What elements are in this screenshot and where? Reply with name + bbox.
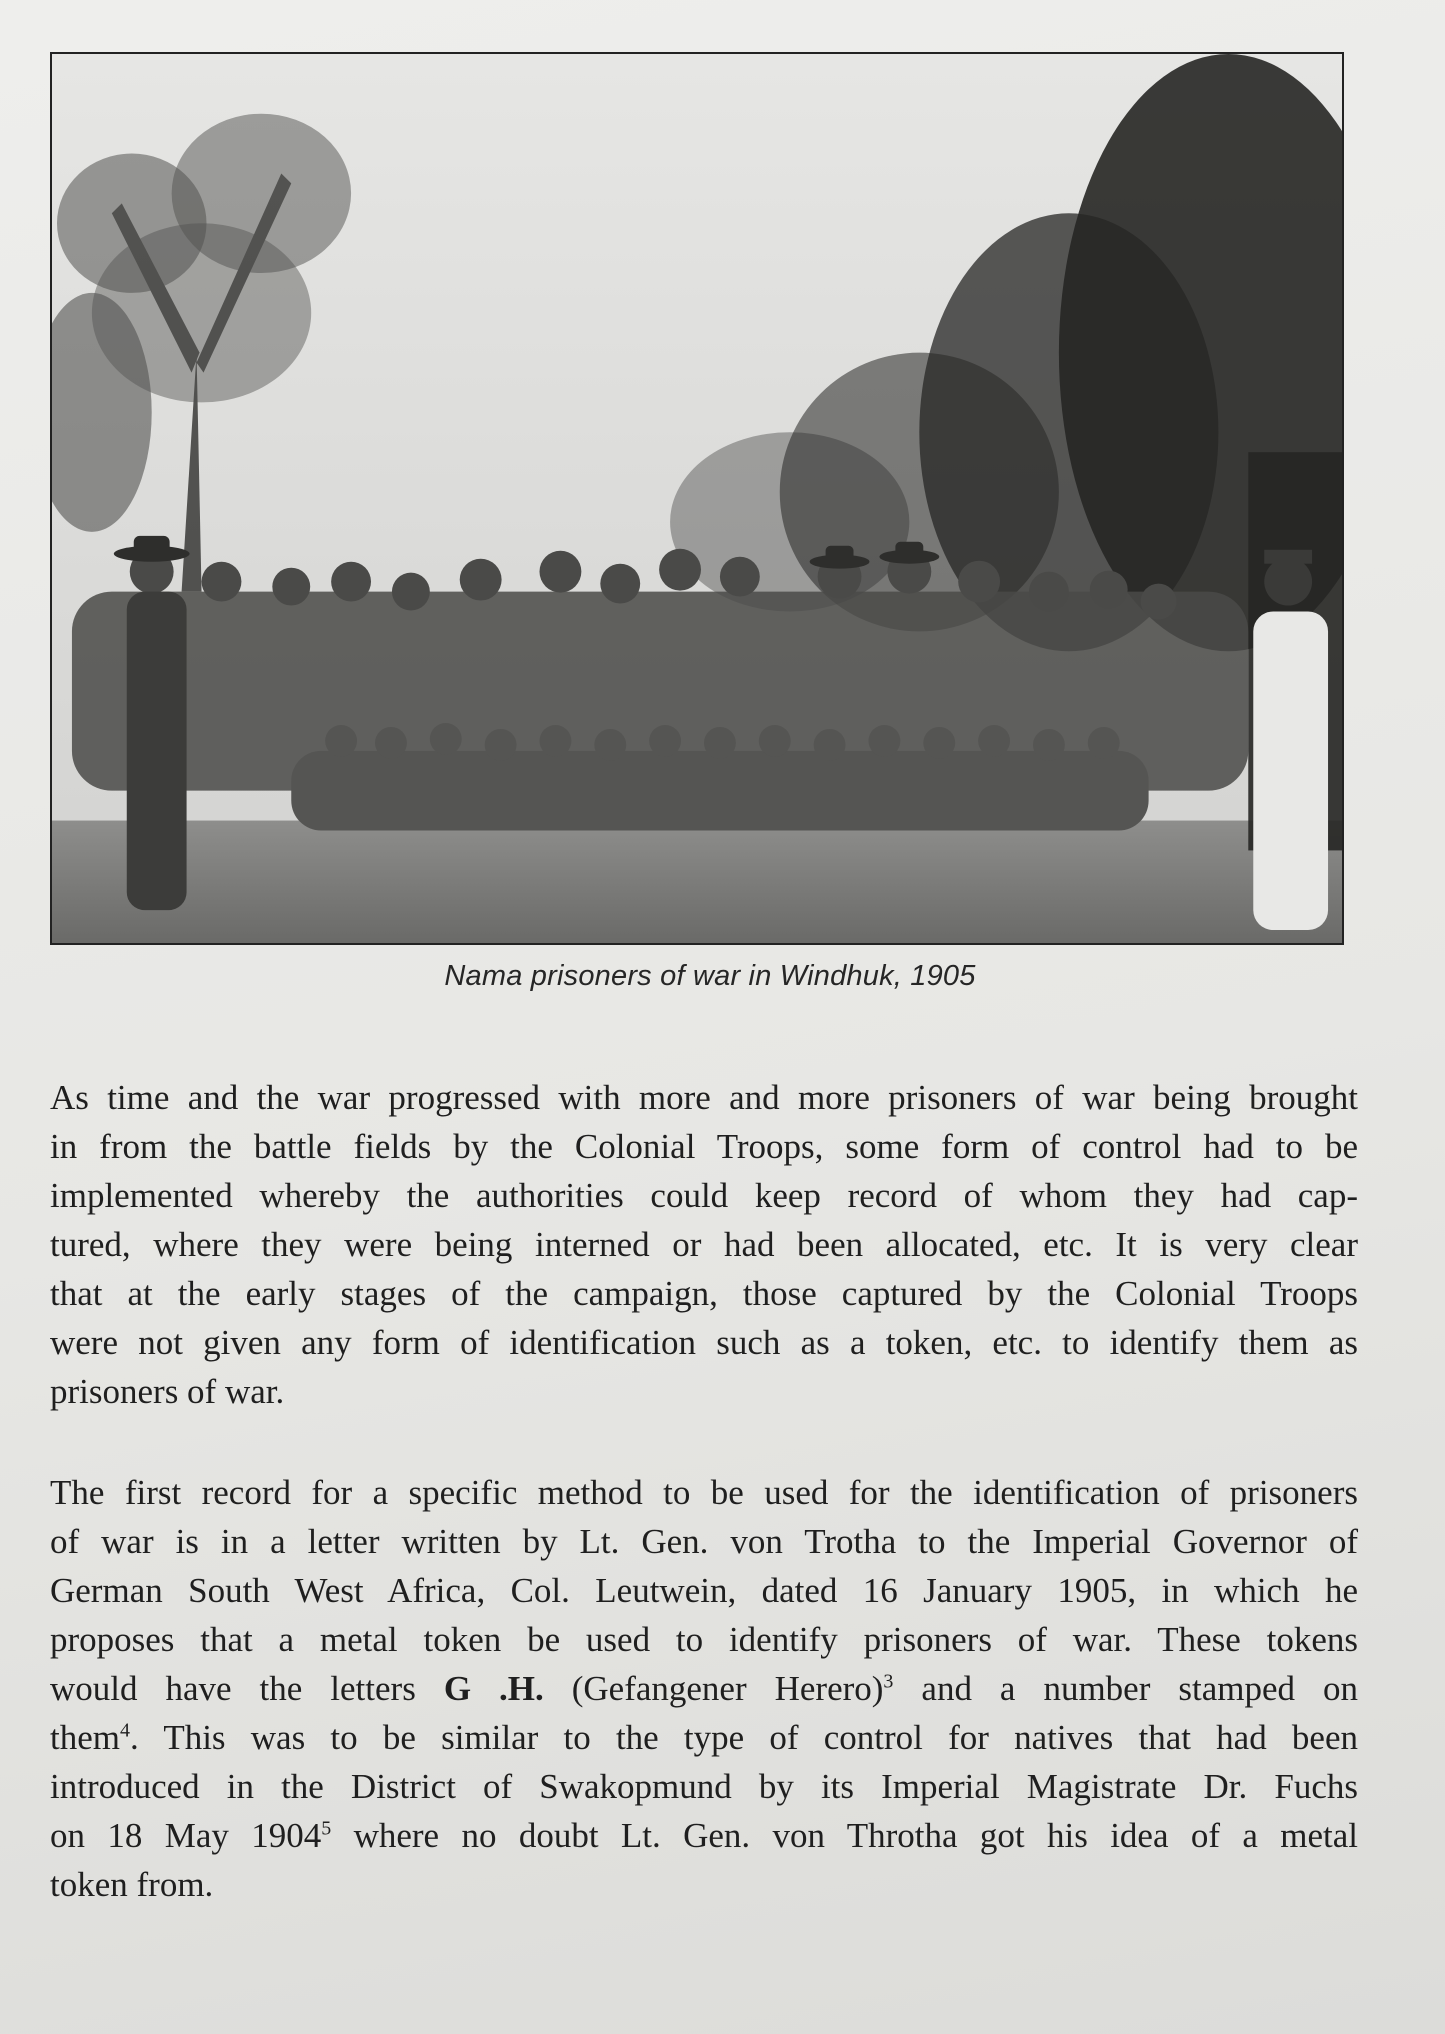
photo-illustration [52, 54, 1342, 943]
paragraph-line: were not given any form of identification such as a token, etc. to identify them as [50, 1323, 1358, 1362]
paragraph-line: introduced in the District of Swakopmund by its Imperial Magistrate Dr. Fuchs [50, 1767, 1358, 1806]
paragraph-line: of war is in a letter written by Lt. Gen. von Trotha to the Imperial Governor of [50, 1522, 1358, 1561]
left-standing-figure [127, 592, 187, 911]
paragraph-line [50, 1811, 1358, 1860]
text-run: on 18 May 1904 [50, 1816, 322, 1855]
paragraph-line: that at the early stages of the campaign, those captured by the Colonial Troops [50, 1274, 1358, 1313]
photo-caption: Nama prisoners of war in Windhuk, 1905 [444, 960, 976, 992]
text-run: them [50, 1718, 120, 1757]
paragraph-line [50, 1713, 1358, 1762]
paragraph-1 [50, 1073, 1358, 1416]
text-run: (Gefangener Herero) [543, 1669, 884, 1708]
paragraph-line: German South West Africa, Col. Leutwein, dated 16 January 1905, in which he [50, 1571, 1358, 1610]
paragraph-line: As time and the war progressed with more and more prisoners of war being brought [50, 1078, 1358, 1117]
footnote-marker: 4 [119, 1719, 130, 1742]
footnote-marker: 5 [321, 1817, 332, 1840]
text-run: would have the letters [50, 1669, 444, 1708]
paragraph-line: in from the battle fields by the Colonial Troops, some form of control had to be [50, 1127, 1358, 1166]
text-run: and a number stamped on [893, 1669, 1358, 1708]
paragraph-line: token from. [50, 1865, 214, 1904]
footnote-marker: 3 [883, 1670, 894, 1693]
paragraph-line: The first record for a specific method to be used for the identification of prisoners [50, 1473, 1358, 1512]
text-run: . This was to be similar to the type of control for natives that had been [129, 1718, 1358, 1757]
bold-token-letters: G .H. [443, 1669, 544, 1708]
paragraph-line: proposes that a metal token be used to identify prisoners of war. These tokens [50, 1620, 1358, 1659]
paragraph-line: tured, where they were being interned or had been allocated, etc. It is very clear [50, 1225, 1358, 1264]
paragraph-line [50, 1664, 1358, 1713]
text-run: where no doubt Lt. Gen. von Throtha got his idea of a metal [331, 1816, 1358, 1855]
paragraph-2 [50, 1468, 1358, 1909]
paragraph-line: prisoners of war. [50, 1372, 285, 1411]
paragraph-line: implemented whereby the authorities could keep record of whom they had cap- [50, 1176, 1358, 1215]
historical-photograph [50, 52, 1344, 945]
